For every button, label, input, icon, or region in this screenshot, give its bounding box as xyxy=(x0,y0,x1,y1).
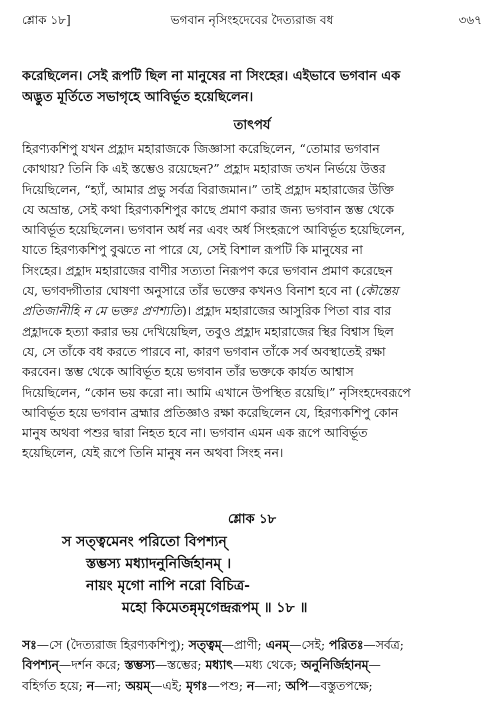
text-run: করবেন। স্তম্ভ থেকে আবির্ভূত হয়ে ভগবান তাঁর ভক্তকে কার্যত আশ্বাস xyxy=(22,365,354,380)
translation-line: অদ্ভুত মূর্তিতে সভাগৃহে আবির্ভূত হয়েছিলেন। xyxy=(22,90,254,105)
text-run: —মধ্য থেকে; xyxy=(232,658,301,673)
page-number: ৩৬৭ xyxy=(458,13,482,27)
text-run: কোথায়? তিনি কি এই স্তম্ভেও রয়েছেন?” প্রহ্লাদ মহারাজ তখন নির্ভয়ে উত্তর xyxy=(22,162,386,177)
purport-title: তাৎপর্য xyxy=(233,118,271,133)
purport-line xyxy=(22,180,482,200)
verse-line: স সত্ত্বমেনং পরিতো বিপশ্যন্‌ xyxy=(62,533,227,550)
text-run: হিরণ্যকশিপু যখন প্রহ্লাদ মহারাজকে জিজ্ঞাসা করেছিলেন, “তোমার ভগবান xyxy=(22,142,380,156)
text-run: যে অভ্রান্ত, সেই কথা হিরণ্যকশিপুর কাছে প্রমাণ করার জন্য ভগবান স্তম্ভ থেকে xyxy=(22,202,394,217)
sanskrit-term: এনম্‌ xyxy=(265,636,290,652)
text-run: যে, ভগবদ্গীতার ঘোষণা অনুসারে তাঁর ভক্তের কখনও বিনাশ হবে না ( xyxy=(22,284,361,299)
sanskrit-term: অয়ম্‌ xyxy=(125,677,151,693)
sanskrit-verse xyxy=(22,531,482,619)
purport-line xyxy=(22,322,482,342)
purport-line xyxy=(22,159,482,179)
sanskrit-term: ন xyxy=(86,677,95,693)
text-run: —দর্শন করে; xyxy=(58,658,125,673)
translation-line: করেছিলেন। সেই রূপটি ছিল না মানুষের না সিংহের। এইভাবে ভগবান এক xyxy=(22,69,401,84)
purport-body xyxy=(22,139,482,464)
purport-line xyxy=(22,443,482,463)
text-run: মানুষ অথবা পশুর দ্বারা নিহত হবে না। ভগবান এমন এক রূপে আবির্ভূত xyxy=(22,426,368,441)
text-run: সিংহের। প্রহ্লাদ মহারাজের বাণীর সত্যতা নিরূপণ করে ভগবান প্রমাণ করেছেন xyxy=(22,263,393,278)
purport-line xyxy=(22,220,482,240)
synonym-line xyxy=(22,635,482,656)
text-run: বহির্গত হয়ে; xyxy=(22,678,87,693)
text-run: —স্তম্ভের; xyxy=(154,658,206,673)
text-run: প্রহ্লাদকে হত্যা করার ভয় দেখিয়েছিল, তবুও প্রহ্লাদ মহারাজের স্থির বিশ্বাস ছিল xyxy=(22,324,394,339)
translation-continuation xyxy=(22,66,482,108)
sanskrit-term: মধ্যাৎ xyxy=(205,657,233,673)
purport-line xyxy=(22,342,482,362)
purport-line xyxy=(22,403,482,423)
text-run: —সর্বত্র; xyxy=(363,637,404,652)
text-run: যাতে হিরণ্যকশিপু বুঝতে না পারে যে, সেই বিশাল রূপটি কি মানুষের না xyxy=(22,243,363,258)
chapter-title: ভগবান নৃসিংহদেবের দৈত্যরাজ বধ xyxy=(170,13,334,27)
text-run: —বস্তুতপক্ষে; xyxy=(308,678,373,693)
word-synonyms xyxy=(22,635,482,697)
sanskrit-term: অনুনির্জিহানম্‌ xyxy=(300,657,369,673)
text-run: )। প্রহ্লাদ মহারাজের আসুরিক পিতা বার বার xyxy=(181,304,392,319)
sanskrit-term: অপি xyxy=(285,677,309,693)
sanskrit-term: সত্ত্বম্‌ xyxy=(188,636,222,652)
text-run: যে, সে তাঁকে বধ করতে পারবে না, কারণ ভগবান তাঁকে সর্ব অবস্থাতেই রক্ষা xyxy=(22,344,386,359)
verse-line: স্তম্ভস্য মধ্যাদনুনির্জিহানম্‌ । xyxy=(86,555,232,572)
text-run: —পশু; xyxy=(207,678,247,693)
sanskrit-term: মৃগঃ xyxy=(186,677,208,693)
purport-line xyxy=(22,261,482,281)
text-run: আবির্ভূত হয়েছিলেন। ভগবান অর্ধ নর এবং অর্ধ সিংহরূপে আবির্ভূত হয়েছিলেন, xyxy=(22,223,406,238)
purport-line xyxy=(22,362,482,382)
text-run: —প্রাণী; xyxy=(221,637,266,652)
purport-line xyxy=(22,301,482,321)
text-run: দিয়েছিলেন, “কোন ভয় করো না। আমি এখানে উপস্থিত রয়েছি।” নৃসিংহদেবরূপে xyxy=(22,385,411,400)
sanskrit-term: বিপশ্যন্‌ xyxy=(22,657,59,673)
text-run: —না; xyxy=(94,678,126,693)
purport-line xyxy=(22,200,482,220)
verse-heading: শ্লোক ১৮ xyxy=(227,511,277,527)
verse-line: নায়ং মৃগো নাপি নরো বিচিত্র- xyxy=(86,577,250,594)
running-header xyxy=(22,10,482,32)
sanskrit-term: স্তম্ভস্য xyxy=(124,657,155,673)
text-run: — xyxy=(368,658,381,673)
text-run: —এই; xyxy=(150,678,187,693)
synonym-line xyxy=(22,676,482,697)
quoted-verse-text: প্রতিজানীহি ন মে ভক্তঃ প্রণশ্যতি xyxy=(22,304,182,319)
sanskrit-term: ন xyxy=(246,677,255,693)
purport-line xyxy=(22,139,482,159)
text-run: হয়েছিলেন, যেই রূপে তিনি মানুষ নন অথবা সিংহ নন। xyxy=(22,446,284,461)
sanskrit-term: সঃ xyxy=(22,636,37,652)
quoted-verse-text: কৌন্তেয় xyxy=(360,284,399,299)
text-run: আবির্ভূত হয়ে ভগবান ব্রহ্মার প্রতিজ্ঞাও রক্ষা করেছিলেন যে, হিরণ্যকশিপু কোন xyxy=(22,405,399,420)
synonym-line xyxy=(22,655,482,676)
text-run: —সে (দৈত্যরাজ হিরণ্যকশিপু); xyxy=(36,637,189,652)
purport-line xyxy=(22,240,482,260)
purport-line xyxy=(22,423,482,443)
sanskrit-term: পরিতঃ xyxy=(329,636,364,652)
verse-line: মহো কিমেতন্নৃমৃগেন্দ্ররূপম্‌ ॥ ১৮ ॥ xyxy=(122,599,308,616)
purport-line xyxy=(22,383,482,403)
text-run: —না; xyxy=(254,678,286,693)
purport-line xyxy=(22,281,482,301)
text-run: —সেই; xyxy=(289,637,329,652)
book-page xyxy=(22,10,482,696)
text-run: দিয়েছিলেন, “হ্যাঁ, আমার প্রভু সর্বত্র বিরাজমান।” তাই প্রহ্লাদ মহারাজের উক্তি xyxy=(22,182,394,197)
verse-reference: শ্লোক ১৮] xyxy=(22,13,71,27)
